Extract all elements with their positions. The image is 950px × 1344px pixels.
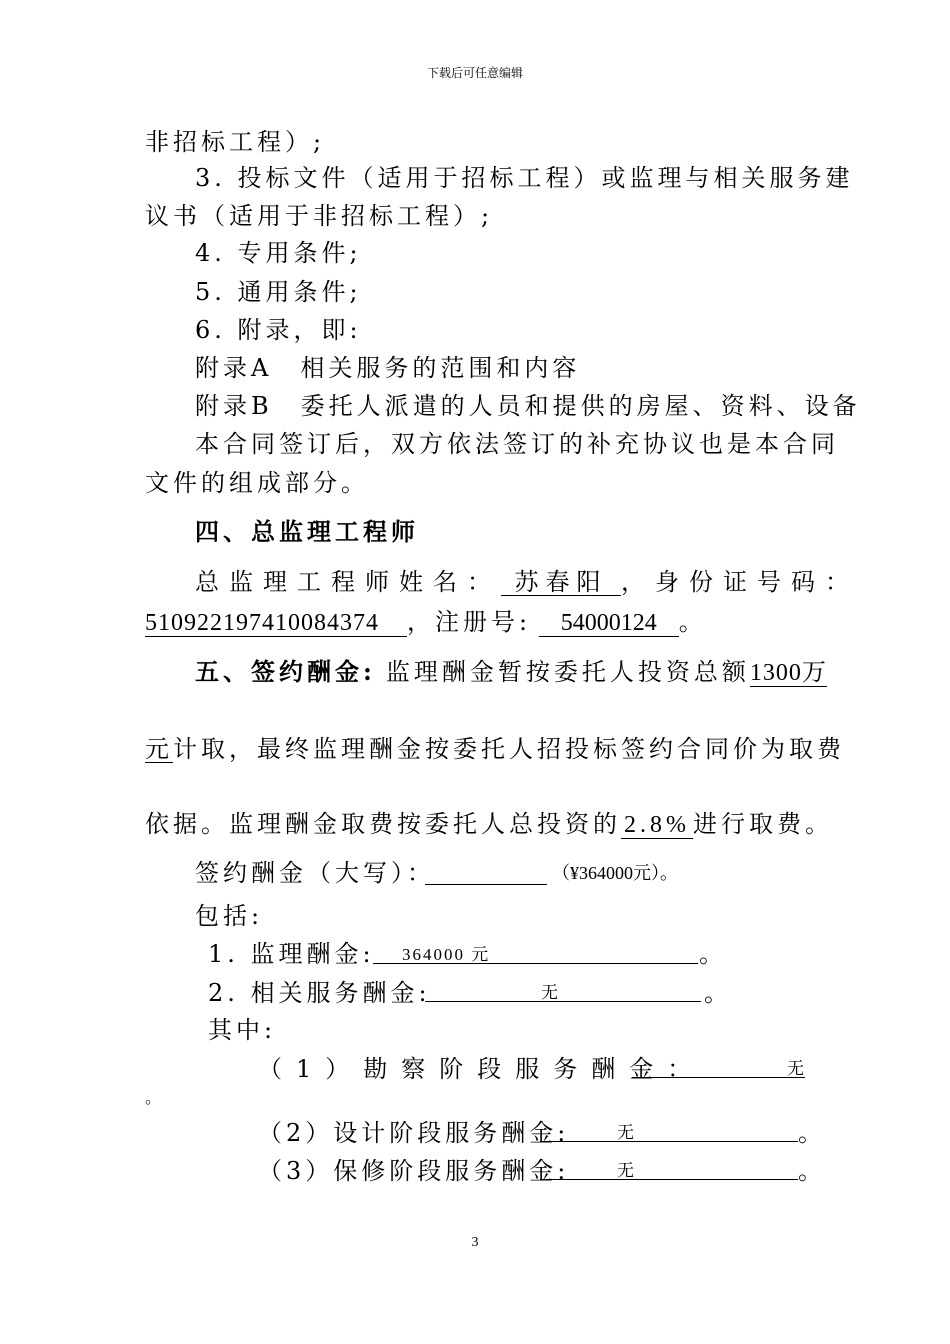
sub2-label: （2）设计阶段服务酬金:	[258, 1119, 570, 1147]
reg-value: 54000124	[539, 611, 679, 637]
section5-line2	[145, 737, 845, 763]
text-line: 附录A 相关服务的范围和内容	[195, 354, 581, 382]
investment-amount: 1300万	[749, 660, 827, 686]
item2-value: 无	[541, 983, 558, 1003]
fee-numeric: （¥364000元）。	[552, 863, 678, 883]
section5-line3	[145, 812, 833, 839]
sub3-blank	[540, 1179, 798, 1180]
fee-blank	[425, 884, 547, 885]
period: 。	[145, 1088, 162, 1107]
section5-heading: 五、签约酬金:	[195, 657, 376, 686]
section5-text: 计取，最终监理酬金按委托人招投标签约合同价为取费	[173, 735, 845, 763]
item1-value: 364000 元	[402, 945, 491, 964]
fee-line	[195, 861, 435, 885]
id-line	[145, 610, 703, 637]
sub1-label: （1）勘察阶段服务酬金：	[258, 1055, 706, 1083]
text-line: 4. 专用条件;	[195, 239, 362, 267]
chief-engineer-line	[195, 570, 859, 596]
section5-text: 进行取费。	[693, 810, 833, 838]
fee-label: 签约酬金（大写）：	[195, 859, 435, 887]
reg-label: ，注册号:	[407, 608, 532, 636]
sub2-blank	[540, 1141, 798, 1142]
item1-label: 1. 监理酬金:	[208, 940, 375, 968]
section5-text: 监理酬金暂按委托人投资总额	[385, 658, 750, 686]
fee-rate: 2.8%	[621, 813, 693, 839]
period: 。	[798, 1157, 822, 1185]
name-value: 苏春阳	[501, 570, 621, 596]
sub1-value: 无	[787, 1059, 804, 1079]
among-label: 其中:	[208, 1016, 277, 1044]
header-note: 下载后可任意编辑	[426, 66, 523, 80]
section5-text: 依据。监理酬金取费按委托人总投资的	[145, 810, 621, 838]
section5-line1	[195, 657, 827, 687]
id-value: 510922197410084374	[145, 611, 407, 637]
name-label: 总监理工程师姓名：	[195, 568, 501, 596]
text-line: 非招标工程）;	[145, 128, 326, 156]
sub3-value: 无	[617, 1161, 634, 1181]
text-line: 3. 投标文件（适用于招标工程）或监理与相关服务建	[195, 164, 854, 192]
period: 。	[678, 608, 703, 636]
text-line: 5. 通用条件;	[195, 278, 362, 306]
period: 。	[798, 1119, 822, 1147]
sub1-blank	[632, 1077, 805, 1078]
text-line: 文件的组成部分。	[145, 469, 369, 497]
period: 。	[704, 979, 728, 1007]
sub2-value: 无	[617, 1123, 634, 1143]
id-label: ，身份证号码：	[621, 568, 859, 596]
text-line: 附录B 委托人派遣的人员和提供的房屋、资料、设备	[195, 392, 861, 420]
includes-label: 包括:	[195, 902, 264, 930]
text-line: 议书（适用于非招标工程）;	[145, 202, 494, 230]
text-line: 6. 附录，即:	[195, 316, 362, 344]
period: 。	[699, 940, 723, 968]
text-line: 本合同签订后，双方依法签订的补充协议也是本合同	[195, 430, 839, 458]
amount-unit: 元	[145, 735, 173, 763]
sub3-label: （3）保修阶段服务酬金:	[258, 1157, 570, 1185]
page-number: 3	[471, 1235, 479, 1250]
section4-heading: 四、总监理工程师	[195, 517, 419, 546]
item2-blank	[425, 1001, 701, 1002]
item2-label: 2. 相关服务酬金:	[208, 979, 431, 1007]
